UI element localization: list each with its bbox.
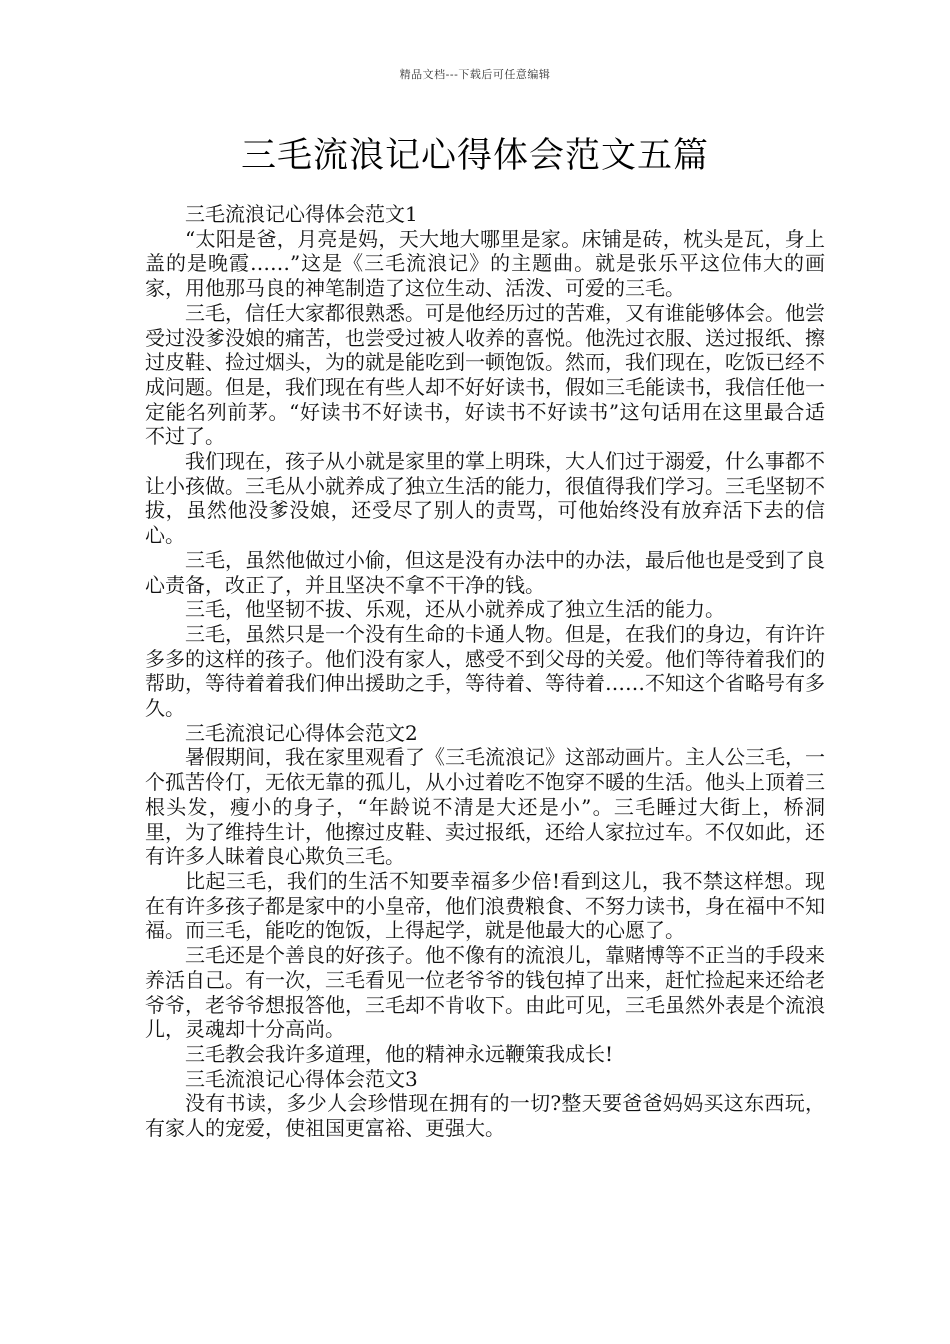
paragraph: 三毛还是个善良的好孩子。他不像有的流浪儿，靠赌博等不正当的手段来养活自己。有一次，三毛看见一位老爷爷的钱包掉了出来，赶忙捡起来还给老爷爷，老爷爷想报答他，三毛却不肯收下。由此可见，三毛虽然外表是个流浪儿，灵魂却十分高尚。 <box>145 943 825 1042</box>
page-header-note: 精品文档---下载后可任意编辑 <box>399 68 551 81</box>
paragraph: 没有书读，多少人会珍惜现在拥有的一切?整天要爸爸妈妈买这东西玩，有家人的宠爱，使祖国更富裕、更强大。 <box>145 1091 825 1141</box>
paragraph: 我们现在，孩子从小就是家里的掌上明珠，大人们过于溺爱，什么事都不让小孩做。三毛从小就养成了独立生活的能力，很值得我们学习。三毛坚韧不拔，虽然他没爹没娘，还受尽了别人的责骂，可他始终没有放弃活下去的信心。 <box>145 449 825 548</box>
paragraph: 暑假期间，我在家里观看了《三毛流浪记》这部动画片。主人公三毛，一个孤苦伶仃，无依无靠的孤儿，从小过着吃不饱穿不暖的生活。他头上顶着三根头发，瘦小的身子，“年龄说不清是大还是小”。三毛睡过大街上，桥洞里，为了维持生计，他擦过皮鞋、卖过报纸，还给人家拉过车。不仅如此，还有许多人昧着良心欺负三毛。 <box>145 745 825 869</box>
paragraph: 三毛，虽然他做过小偷，但这是没有办法中的办法，最后他也是受到了良心责备，改正了，并且坚决不拿不干净的钱。 <box>145 547 825 597</box>
section-heading-3: 三毛流浪记心得体会范文3 <box>185 1066 418 1091</box>
paragraph: 比起三毛，我们的生活不知要幸福多少倍!看到这儿，我不禁这样想。现在有许多孩子都是家中的小皇帝，他们浪费粮食、不努力读书，身在福中不知福。而三毛，能吃的饱饭，上得起学，就是他最大的心愿了。 <box>145 868 825 943</box>
section-heading-1: 三毛流浪记心得体会范文1 <box>185 202 418 226</box>
paragraph: 三毛，他坚韧不拔、乐观，还从小就养成了独立生活的能力。 <box>185 597 725 622</box>
paragraph: “太阳是爸，月亮是妈，天大地大哪里是家。床铺是砖，枕头是瓦，身上盖的是晚霞……”这是《三毛流浪记》的主题曲。就是张乐平这位伟大的画家，用他那马良的神笔制造了这位生动、活泼、可爱的三毛。 <box>145 226 825 301</box>
paragraph: 三毛，信任大家都很熟悉。可是他经历过的苦难，又有谁能够体会。他尝受过没爹没娘的痛苦，也尝受过被人收养的喜悦。他洗过衣服、送过报纸、擦过皮鞋、捡过烟头，为的就是能吃到一顿饱饭。然而，我们现在，吃饭已经不成问题。但是，我们现在有些人却不好好读书，假如三毛能读书，我信任他一定能名列前茅。“好读书不好读书，好读书不好读书”这句话用在这里最合适不过了。 <box>145 300 825 449</box>
paragraph: 三毛，虽然只是一个没有生命的卡通人物。但是，在我们的身边，有许许多多的这样的孩子。他们没有家人，感受不到父母的关爱。他们等待着我们的帮助，等待着着我们伸出援助之手，等待着、等待着……不知这个省略号有多久。 <box>145 621 825 721</box>
document-title: 三毛流浪记心得体会范文五篇 <box>240 136 709 176</box>
paragraph: 三毛教会我许多道理，他的精神永远鞭策我成长! <box>185 1041 614 1066</box>
document-body <box>145 202 825 1141</box>
section-heading-2: 三毛流浪记心得体会范文2 <box>185 720 418 745</box>
